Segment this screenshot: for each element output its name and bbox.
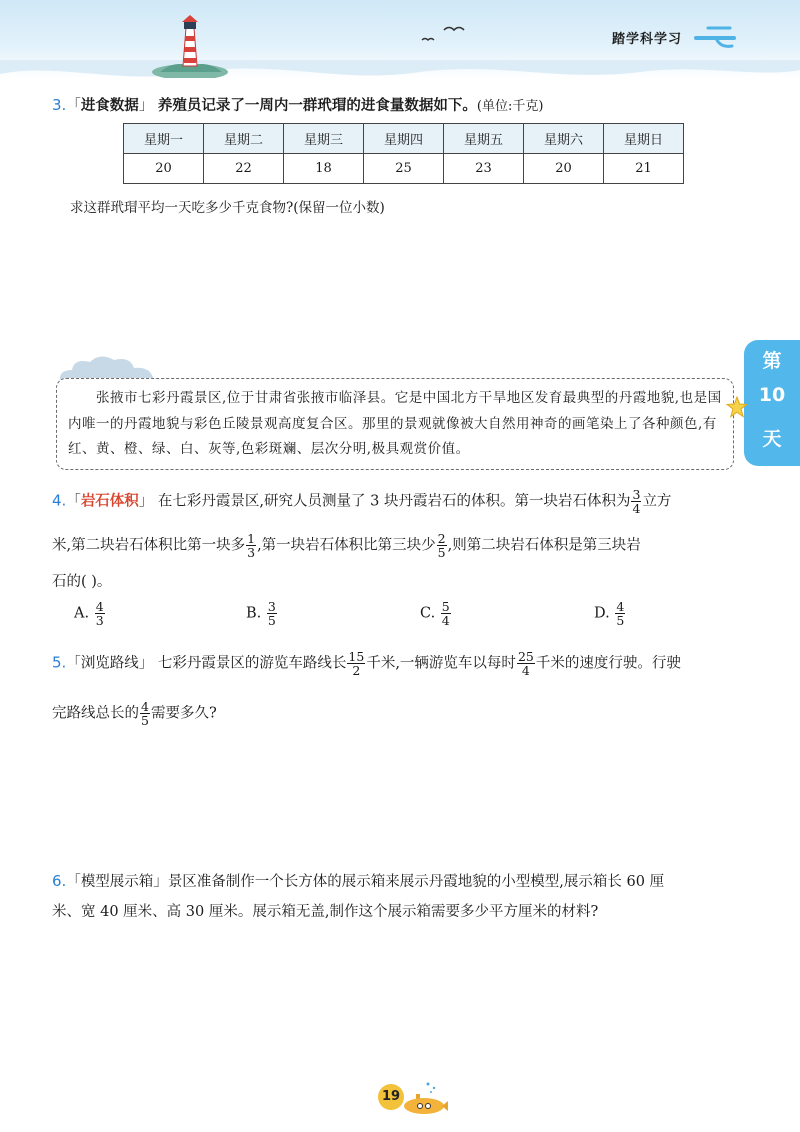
question-4-line-2: [52, 532, 742, 559]
day-tab: [744, 340, 800, 466]
table-cell: 23: [444, 154, 524, 184]
question-text: 米,第二块岩石体积比第一块多: [52, 537, 246, 554]
question-tag: 浏览路线: [80, 655, 139, 672]
question-text: 在七彩丹霞景区,研究人员测量了 3 块丹霞岩石的体积。第一块岩石体积为: [157, 493, 631, 510]
header-wave: [0, 60, 800, 100]
brand-title: 踏学科学习: [611, 32, 682, 47]
table-header-cell: 星期四: [364, 124, 444, 154]
info-text: 张掖市七彩丹霞景区,位于甘肃省张掖市临泽县。它是中国北方干旱地区发育最典型的丹霞地貌,也是国内唯一的丹霞地貌与彩色丘陵景观高度复合区。那里的景观就像被大自然用神奇的画笔染上了各种颜色,有红、黄、橙、绿、白、灰等,色彩斑斓、层次分明,极具观赏价值。: [68, 390, 722, 457]
question-text: 景区准备制作一个长方体的展示箱来展示丹霞地貌的小型模型,展示箱长 60 厘: [167, 874, 665, 890]
table-header-cell: 星期日: [604, 124, 684, 154]
intake-table: [123, 123, 684, 184]
option-c[interactable]: C. $\frac{5}{4}$: [420, 599, 450, 628]
table-row: [124, 154, 684, 184]
table-cell: 20: [524, 154, 604, 184]
question-5-line-1: 5.「浏览路线」 七彩丹霞景区的游览车路线长 $\frac{15}{2}$ 千米,一辆游览车以每时 $\frac{25}{4}$ 千米的速度行驶。行驶: [52, 649, 681, 678]
question-text: 千米,一辆游览车以每时: [366, 655, 516, 672]
unit-note: (单位:千克): [476, 99, 544, 114]
question-tag: 进食数据: [80, 97, 139, 114]
star-icon: [726, 396, 748, 418]
question-3-header: 3.「进食数据」 养殖员记录了一周内一群玳瑁的进食量数据如下。(单位:千克): [52, 96, 544, 114]
question-tag: 岩石体积: [80, 492, 139, 510]
fraction: $\frac{5}{4}$: [441, 599, 450, 628]
question-6-line-2: 米、宽 40 厘米、高 30 厘米。展示箱无盖,制作这个展示箱需要多少平方厘米的材料?: [52, 904, 599, 920]
table-header-cell: 星期一: [124, 124, 204, 154]
table-cell: 21: [604, 154, 684, 184]
page-number: 19: [378, 1084, 404, 1110]
table-header-cell: 星期二: [204, 124, 284, 154]
question-number: 3.: [52, 96, 67, 114]
question-text: 七彩丹霞景区的游览车路线长: [157, 655, 347, 672]
fraction: $\frac{25}{4}$: [517, 649, 534, 678]
question-number: 6.: [52, 872, 67, 890]
table-header-row: [124, 124, 684, 154]
question-text: 千米的速度行驶。行驶: [535, 655, 681, 672]
question-4-line-3: 石的( )。: [52, 574, 112, 590]
fraction: $\frac{4}{5}$: [616, 599, 625, 628]
option-a[interactable]: A. $\frac{4}{3}$: [74, 599, 104, 628]
question-text: ,则第二块岩石体积是第三块岩: [447, 537, 641, 554]
question-3-prompt: 求这群玳瑁平均一天吃多少千克食物?(保留一位小数): [70, 200, 385, 216]
table-cell: 22: [204, 154, 284, 184]
day-tab-number: 10: [758, 384, 786, 406]
question-text: 养殖员记录了一周内一群玳瑁的进食量数据如下。: [157, 97, 477, 114]
fraction: $\frac{4}{3}$: [95, 599, 104, 628]
fraction: $\frac{15}{2}$: [348, 649, 365, 678]
question-text: ,第一块岩石体积比第三块少: [257, 537, 436, 554]
day-tab-suffix: 天: [762, 428, 782, 450]
question-5-line-2: [52, 700, 217, 727]
brand-logo-icon: [694, 24, 738, 50]
table-cell: 20: [124, 154, 204, 184]
question-text: 完路线总长的: [52, 705, 139, 722]
submarine-icon: [398, 1080, 448, 1116]
fraction: $\frac{4}{5}$: [141, 699, 149, 728]
table-header-cell: 星期六: [524, 124, 604, 154]
fraction: $\frac{3}{4}$: [632, 487, 641, 516]
question-6-line-1: 6.「模型展示箱」景区准备制作一个长方体的展示箱来展示丹霞地貌的小型模型,展示箱长 60 厘: [52, 872, 665, 890]
table-header-cell: 星期五: [444, 124, 524, 154]
fraction: $\frac{2}{5}$: [437, 531, 446, 560]
question-text: 需要多久?: [150, 705, 217, 722]
table-cell: 18: [284, 154, 364, 184]
table-cell: 25: [364, 154, 444, 184]
question-tag: 模型展示箱: [80, 874, 154, 890]
option-d[interactable]: D. $\frac{4}{5}$: [594, 599, 625, 628]
option-b[interactable]: B. $\frac{3}{5}$: [246, 599, 276, 628]
fraction: $\frac{1}{3}$: [247, 531, 256, 560]
question-number: 4.: [52, 491, 67, 510]
table-header-cell: 星期三: [284, 124, 364, 154]
day-tab-prefix: 第: [762, 350, 782, 372]
birds-icon: [418, 22, 468, 46]
question-number: 5.: [52, 653, 67, 672]
question-4-line-1: 4.「岩石体积」 在七彩丹霞景区,研究人员测量了 3 块丹霞岩石的体积。第一块岩石体积为 $\frac{3}{4}$ 立方: [52, 487, 672, 516]
lighthouse-icon: [150, 14, 230, 78]
fraction: $\frac{3}{5}$: [267, 599, 276, 628]
question-text: 立方: [642, 493, 672, 510]
